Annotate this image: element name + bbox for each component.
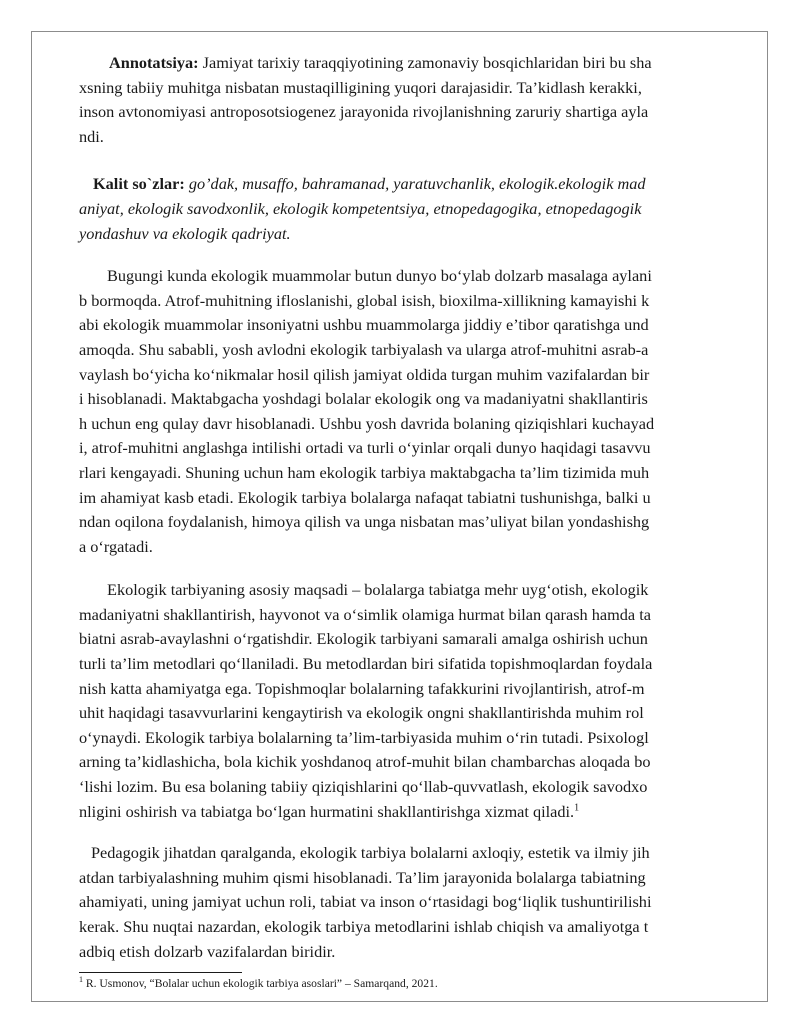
p1-line: Bugungi kunda ekologik muammolar butun dunyo bo‘ylab dolzarb masalaga aylani (107, 266, 652, 286)
p3-line: atdan tarbiyalashning muhim qismi hisoblanadi. Ta’lim jarayonida bolalarga tabiatning (79, 867, 646, 887)
p2-last-line: nligini oshirish va tabiatga bo‘lgan hurmatini shakllantirishga xizmat qiladi.$^1$ (79, 801, 580, 821)
p1-line: amoqda. Shu sababli, yosh avlodni ekologik tarbiyalash va ularga atrof-muhitni asrab-a (79, 339, 649, 359)
p2-line: arning ta’kidlashicha, bola kichik yoshdanoq atrof-muhit bilan chambarchas aloqada bo (79, 752, 651, 772)
p2-line: madaniyatni shakllantirish, hayvonot va o‘simlik olamiga hurmat bilan qarash hamda ta (79, 604, 651, 624)
annotation-line-2: xsning tabiiy muhitga nisbatan mustaqilligining yuqori darajasidir. Ta’kidlash kerakki, (79, 77, 642, 97)
footnote (79, 976, 711, 991)
p1-line: rlari kengayadi. Shuning uchun ham ekologik tarbiya maktabgacha ta’lim tizimida muh (79, 462, 650, 482)
annotation-line-3: inson avtonomiyasi antroposotsiogenez jarayonida rivojlanishning zaruriy shartiga ayla (79, 102, 649, 122)
p1-line: abi ekologik muammolar insoniyatni ushbu muammolarga jiddiy e’tibor qaratishga und (79, 315, 649, 335)
body-paragraph-1 (79, 264, 711, 559)
keywords-line-2: aniyat, ekologik savodxonlik, ekologik kompetentsiya, etnopedagogika, etnopedagogik (79, 198, 642, 218)
p3-line: adbiq etish dolzarb vazifalardan biridir. (79, 941, 336, 961)
p2-line: nish katta ahamiyatga ega. Topishmoqlar bolalarning tafakkurini rivojlantirish, atrof-m (79, 678, 645, 698)
p1-line: i, atrof-muhitni anglashga intilishi ortadi va turli o‘yinlar orqali dunyo haqidagi tasavvu (79, 438, 651, 458)
footnote-mark: 1 (79, 975, 83, 985)
footnote-text: R. Usmonov, “Bolalar uchun ekologik tarbiya asoslari” – Samarqand, 2021. (83, 977, 438, 991)
body-paragraph-3 (79, 841, 711, 964)
p2-line: Ekologik tarbiyaning asosiy maqsadi – bolalarga tabiatga mehr uyg‘otish, ekologik (107, 580, 649, 600)
keywords-label: Kalit so`zlar: (93, 174, 185, 194)
p2-line: uhit haqidagi tasavvurlarini kengaytirish va ekologik ongni shakllantirishda muhim rol (79, 703, 644, 723)
annotation-paragraph (79, 51, 711, 149)
p1-line: a o‘rgatadi. (79, 536, 153, 556)
p2-line: o‘ynaydi. Ekologik tarbiya bolalarning ta’lim-tarbiyasida muhim o‘rin tutadi. Psixologl (79, 727, 649, 747)
footnote-reference[interactable]: 1 (574, 802, 580, 814)
p1-line: vaylash bo‘yicha ko‘nikmalar hosil qilish jamiyat oldida turgan muhim vazifalardan bir (79, 364, 650, 384)
annotation-label: Annotatsiya: (109, 53, 199, 72)
keywords-line-3: yondashuv va ekologik qadriyat. (79, 223, 291, 243)
p2-line: turli ta’lim metodlari qo‘llaniladi. Bu metodlardan biri sifatida topishmoqlardan foydala (79, 654, 653, 674)
footnote-divider (79, 972, 242, 973)
p1-line: h uchun eng qulay davr hisoblanadi. Ushbu yosh davrida bolaning qiziqishlari kuchayad (79, 413, 655, 433)
p1-line: ndan oqilona foydalanish, himoya qilish va unga nisbatan mas’uliyat bilan yondashishg (79, 512, 650, 532)
p3-line: Pedagogik jihatdan qaralganda, ekologik tarbiya bolalarni axloqiy, estetik va ilmiy jih (91, 843, 650, 863)
p1-line: i hisoblanadi. Maktabgacha yoshdagi bolalar ekologik ong va madaniyatni shakllantiris (79, 389, 648, 409)
document-body (79, 51, 711, 991)
keywords-paragraph (79, 172, 711, 246)
p2-line: biatni asrab-avaylashni o‘rgatishdir. Ekologik tarbiyani samarali amalga oshirish uchun (79, 629, 648, 649)
annotation-line-4: ndi. (79, 126, 104, 146)
p1-line: im ahamiyat kasb etadi. Ekologik tarbiya bolalarga nafaqat tabiatni tushunishga, balki u (79, 487, 651, 507)
p2-line: ‘lishi lozim. Bu esa bolaning tabiiy qiziqishlarini qo‘llab-quvvatlash, ekologik savodxo (79, 777, 648, 797)
p3-line: kerak. Shu nuqtai nazardan, ekologik tarbiya metodlarini ishlab chiqish va amaliyotga t (79, 917, 649, 936)
annotation-line-1: Annotatsiya: Jamiyat tarixiy taraqqiyotining zamonaviy bosqichlaridan biri bu sha (109, 53, 652, 72)
keywords-line-1: Kalit so`zlar: go’dak, musaffo, bahramanad, yaratuvchanlik, ekologik.ekologik mad (93, 174, 646, 194)
body-paragraph-2 (79, 578, 711, 824)
p1-line: b bormoqda. Atrof-muhitning ifloslanishi, global isish, bioxilma-xillikning kamayishi k (79, 290, 650, 310)
p3-line: ahamiyati, uning jamiyat uchun roli, tabiat va inson o‘rtasidagi bog‘liqlik tushuntirilishi (79, 892, 652, 912)
